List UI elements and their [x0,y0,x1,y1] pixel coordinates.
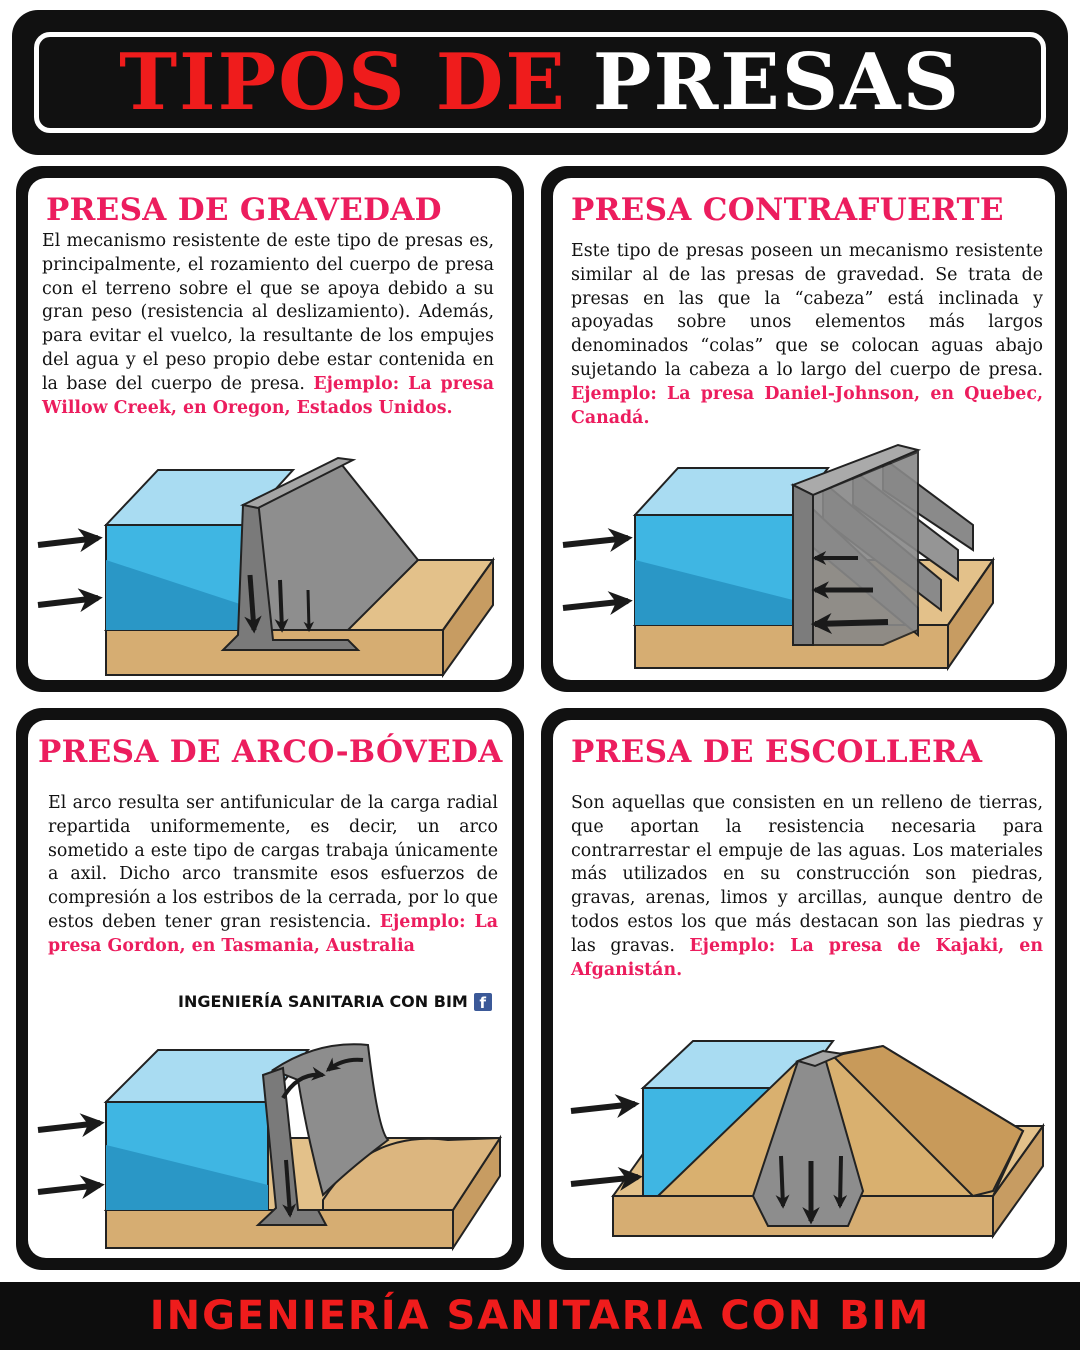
pressure-arrow [38,598,98,605]
card-heading: PRESA DE ESCOLLERA [571,734,983,770]
card-example: Ejemplo: La presa Willow Creek, en Oregon, Estados Unidos. [42,373,494,418]
card-example: Ejemplo: La presa Daniel-Johnson, en Quebec, Canadá. [571,383,1043,428]
card-text: Este tipo de presas poseen un mecanismo resistente similar al de las presas de gravedad. Se trata de presas en las que la “cabeza” está inclinada y apoyadas sobre unos elementos más largos denominados “colas” que se colocan aguas abajo sujetando la cabeza a lo largo del cuerpo de presa. Ejemplo: La presa Daniel-Johnson, en Quebec, Canadá. [571,241,1043,428]
title-banner [12,10,1068,155]
card-heading: PRESA DE ARCO-BÓVEDA [38,734,503,770]
title-part1: TIPOS DE [119,36,567,128]
card-heading: PRESA DE GRAVEDAD [46,192,442,228]
card-arch-dam [16,708,524,1270]
buttress-dam-illustration [553,440,1055,680]
card-gravity-dam [16,166,524,692]
rockfill-dam-illustration [553,1016,1055,1256]
facebook-icon: f [474,993,492,1011]
card-text: Son aquellas que consisten en un relleno de tierras, que aportan la resistencia necesaria para contrarrestar el empuje de las aguas. Los materiales más utilizados en su construcción son piedras, gravas, arenas, limos y arcillas, aunque dentro de todos estos los que más destacan son las piedras y las gravas. Ejemplo: La presa de Kajaki, en Afganistán. [571,793,1044,980]
card-buttress-dam [541,166,1067,692]
card-text: El arco resulta ser antifunicular de la carga radial repartida uniformemente, es decir, un arco sometido a este tipo de cargas trabaja únicamente a axil. Dicho arco transmite esos esfuerzos de compresión a los estribos de la cerrada, por lo que estos deben tener gran resistencia. Ejemplo: La presa Gordon, en Tasmania, Australia [48,793,498,956]
card-text: El mecanismo resistente de este tipo de presas es, principalmente, el rozamiento del cuerpo de presa con el terreno sobre el que se apoya debido a su gran peso (resistencia al deslizamiento). Además, para evitar el vuelco, la resultante de los empujes del agua y el peso propio debe estar contenida en la base del cuerpo de presa. Ejemplo: La presa Willow Creek, en Oregon, Estados Unidos. [42,231,494,418]
title-frame [34,32,1046,133]
card-example: Ejemplo: La presa de Kajaki, en Afganistán. [571,935,1044,980]
card-heading: PRESA CONTRAFUERTE [571,192,1004,228]
watermark-credit: INGENIERÍA SANITARIA CON BIM f [178,992,492,1011]
gravity-dam-illustration [28,430,512,680]
footer-banner [0,1282,1080,1350]
card-example: Ejemplo: La presa Gordon, en Tasmania, Australia [48,911,498,956]
card-body [553,720,1055,1258]
pressure-arrow [38,538,98,545]
card-body [28,720,512,1258]
footer-text: INGENIERÍA SANITARIA CON BIM [149,1293,931,1339]
arch-dam-illustration [28,1020,512,1258]
title-part2: PRESAS [592,36,961,128]
card-rockfill-dam [541,708,1067,1270]
card-body [28,178,512,680]
card-body [553,178,1055,680]
